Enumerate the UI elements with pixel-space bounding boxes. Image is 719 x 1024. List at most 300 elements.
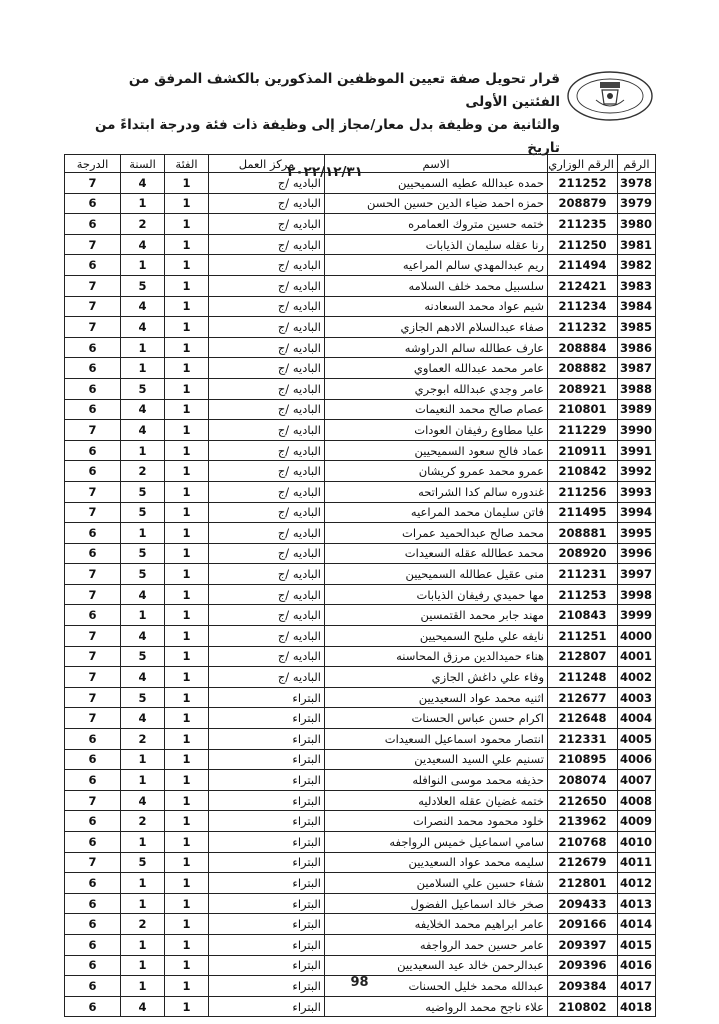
serial-number-cell: 4011 (618, 852, 656, 873)
work-center-cell: الباديه /ج (209, 296, 325, 317)
ministry-id-cell: 211256 (548, 481, 618, 502)
work-center-cell: الباديه /ج (209, 481, 325, 502)
category-cell: 1 (165, 708, 209, 729)
serial-number-cell: 4017 (618, 976, 656, 997)
table-row (65, 481, 656, 502)
employee-name-cell: اكرام حسن عباس الحسنات (325, 708, 548, 729)
serial-number-cell: 3993 (618, 481, 656, 502)
serial-number-cell: 3997 (618, 564, 656, 585)
serial-number-cell: 4005 (618, 729, 656, 750)
serial-number-cell: 4002 (618, 667, 656, 688)
grade-cell: 6 (65, 832, 121, 853)
work-center-cell: البتراء (209, 708, 325, 729)
ministry-id-cell: 209397 (548, 934, 618, 955)
table-row (65, 296, 656, 317)
table-row (65, 996, 656, 1017)
work-center-cell: البتراء (209, 749, 325, 770)
employee-name-cell: محمد صالح عبدالحميد عمرات (325, 523, 548, 544)
table-row (65, 461, 656, 482)
serial-number-cell: 4004 (618, 708, 656, 729)
table-row (65, 605, 656, 626)
employee-name-cell: ختمه حسين متروك العمامره (325, 214, 548, 235)
grade-cell: 6 (65, 214, 121, 235)
employee-name-cell: عامر وجدي عبدالله ابوجري (325, 378, 548, 399)
work-center-cell: الباديه /ج (209, 173, 325, 194)
year-cell: 4 (121, 708, 165, 729)
employees-table (64, 154, 656, 1017)
work-center-cell: الباديه /ج (209, 234, 325, 255)
serial-number-cell: 4006 (618, 749, 656, 770)
ministry-id-cell: 211495 (548, 502, 618, 523)
ministry-id-cell: 213962 (548, 811, 618, 832)
ministry-id-cell: 209166 (548, 914, 618, 935)
work-center-cell: الباديه /ج (209, 564, 325, 585)
work-center-cell: الباديه /ج (209, 502, 325, 523)
work-center-cell: الباديه /ج (209, 193, 325, 214)
grade-cell: 7 (65, 173, 121, 194)
work-center-cell: الباديه /ج (209, 461, 325, 482)
work-center-cell: البتراء (209, 893, 325, 914)
table-row (65, 523, 656, 544)
table-row (65, 337, 656, 358)
serial-number-cell: 4014 (618, 914, 656, 935)
ministry-id-cell: 210802 (548, 996, 618, 1017)
work-center-cell: الباديه /ج (209, 420, 325, 441)
category-cell: 1 (165, 317, 209, 338)
year-cell: 5 (121, 564, 165, 585)
serial-number-cell: 4013 (618, 893, 656, 914)
ministry-id-cell: 210895 (548, 749, 618, 770)
year-cell: 5 (121, 275, 165, 296)
table-row (65, 832, 656, 853)
serial-number-cell: 4008 (618, 790, 656, 811)
work-center-cell: الباديه /ج (209, 275, 325, 296)
year-cell: 4 (121, 420, 165, 441)
category-cell: 1 (165, 893, 209, 914)
grade-cell: 7 (65, 790, 121, 811)
employee-name-cell: عصام صالح محمد النعيمات (325, 399, 548, 420)
ministry-id-cell: 212801 (548, 873, 618, 894)
col-serial-header: الرقم (618, 155, 656, 173)
grade-cell: 6 (65, 358, 121, 379)
year-cell: 1 (121, 893, 165, 914)
grade-cell: 7 (65, 667, 121, 688)
grade-cell: 6 (65, 543, 121, 564)
grade-cell: 6 (65, 873, 121, 894)
employee-name-cell: حذيفه محمد موسى النوافله (325, 770, 548, 791)
year-cell: 2 (121, 811, 165, 832)
serial-number-cell: 3978 (618, 173, 656, 194)
employee-name-cell: اثنيه محمد عواد السعيديين (325, 687, 548, 708)
table-row (65, 255, 656, 276)
year-cell: 1 (121, 358, 165, 379)
year-cell: 4 (121, 173, 165, 194)
category-cell: 1 (165, 255, 209, 276)
serial-number-cell: 4018 (618, 996, 656, 1017)
serial-number-cell: 4001 (618, 646, 656, 667)
work-center-cell: البتراء (209, 770, 325, 791)
header-line-2: والثانية من وظيفة بدل معار/مجاز إلى وظيفة ذات فئة ودرجة ابتداءً من تاريخ (94, 117, 560, 156)
serial-number-cell: 3990 (618, 420, 656, 441)
col-year-header: السنة (121, 155, 165, 173)
grade-cell: 6 (65, 996, 121, 1017)
serial-number-cell: 3989 (618, 399, 656, 420)
employee-name-cell: عامر ابراهيم محمد الخلايفه (325, 914, 548, 935)
category-cell: 1 (165, 523, 209, 544)
work-center-cell: البتراء (209, 790, 325, 811)
year-cell: 1 (121, 337, 165, 358)
ministry-id-cell: 208921 (548, 378, 618, 399)
ministry-id-cell: 210843 (548, 605, 618, 626)
table-row (65, 749, 656, 770)
grade-cell: 6 (65, 605, 121, 626)
table-row (65, 687, 656, 708)
category-cell: 1 (165, 337, 209, 358)
year-cell: 1 (121, 976, 165, 997)
table-row (65, 399, 656, 420)
category-cell: 1 (165, 914, 209, 935)
category-cell: 1 (165, 687, 209, 708)
ministry-id-cell: 211234 (548, 296, 618, 317)
grade-cell: 7 (65, 502, 121, 523)
employee-name-cell: مها حميدي رفيفان الذيابات (325, 584, 548, 605)
header-line-1: قرار تحويل صفة تعيين الموظفين المذكورين بالكشف المرفق من الفئتين الأولى (128, 71, 560, 110)
serial-number-cell: 4000 (618, 626, 656, 647)
work-center-cell: البتراء (209, 934, 325, 955)
year-cell: 5 (121, 687, 165, 708)
ministry-id-cell: 211232 (548, 317, 618, 338)
serial-number-cell: 4009 (618, 811, 656, 832)
grade-cell: 6 (65, 914, 121, 935)
serial-number-cell: 3991 (618, 440, 656, 461)
category-cell: 1 (165, 729, 209, 750)
employee-name-cell: نايفه علي مليح السميحيين (325, 626, 548, 647)
serial-number-cell: 4003 (618, 687, 656, 708)
year-cell: 4 (121, 626, 165, 647)
grade-cell: 6 (65, 461, 121, 482)
employee-name-cell: حمده عبدالله عطيه السميحيين (325, 173, 548, 194)
ministry-id-cell: 208920 (548, 543, 618, 564)
employee-name-cell: هناء حميدالدين مرزق المحاسنه (325, 646, 548, 667)
ministry-id-cell: 208882 (548, 358, 618, 379)
category-cell: 1 (165, 543, 209, 564)
employee-name-cell: خلود محمود محمد النصرات (325, 811, 548, 832)
year-cell: 1 (121, 832, 165, 853)
year-cell: 1 (121, 770, 165, 791)
category-cell: 1 (165, 996, 209, 1017)
employee-name-cell: عماد فالح سعود السميحيين (325, 440, 548, 461)
work-center-cell: البتراء (209, 852, 325, 873)
table-row (65, 275, 656, 296)
table-row (65, 626, 656, 647)
table-row (65, 584, 656, 605)
category-cell: 1 (165, 605, 209, 626)
serial-number-cell: 3986 (618, 337, 656, 358)
ministry-id-cell: 211252 (548, 173, 618, 194)
grade-cell: 6 (65, 811, 121, 832)
serial-number-cell: 3983 (618, 275, 656, 296)
ministry-id-cell: 212679 (548, 852, 618, 873)
table-row (65, 378, 656, 399)
ministry-id-cell: 211231 (548, 564, 618, 585)
year-cell: 4 (121, 790, 165, 811)
employee-name-cell: عامر محمد عبدالله العماوي (325, 358, 548, 379)
ministry-id-cell: 210842 (548, 461, 618, 482)
ministry-id-cell: 208074 (548, 770, 618, 791)
category-cell: 1 (165, 378, 209, 399)
category-cell: 1 (165, 440, 209, 461)
year-cell: 5 (121, 852, 165, 873)
grade-cell: 6 (65, 255, 121, 276)
serial-number-cell: 3999 (618, 605, 656, 626)
grade-cell: 7 (65, 317, 121, 338)
table-row (65, 811, 656, 832)
table-row (65, 440, 656, 461)
category-cell: 1 (165, 214, 209, 235)
grade-cell: 7 (65, 275, 121, 296)
category-cell: 1 (165, 749, 209, 770)
serial-number-cell: 4012 (618, 873, 656, 894)
work-center-cell: الباديه /ج (209, 523, 325, 544)
year-cell: 2 (121, 214, 165, 235)
employee-name-cell: حمزه احمد ضياء الدين حسين الحسن (325, 193, 548, 214)
serial-number-cell: 3998 (618, 584, 656, 605)
grade-cell: 7 (65, 626, 121, 647)
employee-name-cell: عبدالله محمد خليل الحسنات (325, 976, 548, 997)
grade-cell: 6 (65, 337, 121, 358)
grade-cell: 6 (65, 399, 121, 420)
grade-cell: 6 (65, 955, 121, 976)
year-cell: 5 (121, 378, 165, 399)
category-cell: 1 (165, 234, 209, 255)
work-center-cell: الباديه /ج (209, 317, 325, 338)
ministry-id-cell: 211250 (548, 234, 618, 255)
work-center-cell: الباديه /ج (209, 667, 325, 688)
ministry-id-cell: 210911 (548, 440, 618, 461)
year-cell: 1 (121, 605, 165, 626)
work-center-cell: البتراء (209, 914, 325, 935)
col-category-header: الفئة (165, 155, 209, 173)
serial-number-cell: 3980 (618, 214, 656, 235)
grade-cell: 7 (65, 420, 121, 441)
employee-name-cell: انتصار محمود اسماعيل السعيدات (325, 729, 548, 750)
year-cell: 5 (121, 646, 165, 667)
ministry-id-cell: 211229 (548, 420, 618, 441)
employee-name-cell: وفاء علي داغش الجازي (325, 667, 548, 688)
ministry-id-cell: 208884 (548, 337, 618, 358)
header-date: ٢٠٢٢/١٢/٣١ (287, 164, 363, 180)
category-cell: 1 (165, 173, 209, 194)
work-center-cell: البتراء (209, 729, 325, 750)
ministry-id-cell: 212421 (548, 275, 618, 296)
ministry-id-cell: 208881 (548, 523, 618, 544)
table-row (65, 502, 656, 523)
work-center-cell: الباديه /ج (209, 626, 325, 647)
year-cell: 1 (121, 193, 165, 214)
work-center-cell: الباديه /ج (209, 543, 325, 564)
employee-name-cell: غندوره سالم كدا الشراتحه (325, 481, 548, 502)
category-cell: 1 (165, 934, 209, 955)
year-cell: 1 (121, 523, 165, 544)
grade-cell: 7 (65, 687, 121, 708)
grade-cell: 7 (65, 646, 121, 667)
ministry-id-cell: 210768 (548, 832, 618, 853)
table-row (65, 420, 656, 441)
grade-cell: 6 (65, 378, 121, 399)
year-cell: 5 (121, 481, 165, 502)
employee-name-cell: مهند جابر محمد القتمسين (325, 605, 548, 626)
ministry-id-cell: 210801 (548, 399, 618, 420)
ministry-emblem-icon (566, 70, 654, 122)
grade-cell: 6 (65, 523, 121, 544)
year-cell: 4 (121, 296, 165, 317)
employee-name-cell: عمرو محمد عمرو كريشان (325, 461, 548, 482)
work-center-cell: الباديه /ج (209, 605, 325, 626)
category-cell: 1 (165, 811, 209, 832)
ministry-id-cell: 211235 (548, 214, 618, 235)
table-row (65, 790, 656, 811)
serial-number-cell: 3984 (618, 296, 656, 317)
serial-number-cell: 3995 (618, 523, 656, 544)
category-cell: 1 (165, 564, 209, 585)
serial-number-cell: 3988 (618, 378, 656, 399)
category-cell: 1 (165, 646, 209, 667)
table-header-row (65, 155, 656, 173)
col-work-center-header: مركز العمل (209, 155, 325, 173)
employee-name-cell: تسنيم علي السيد السعيدين (325, 749, 548, 770)
employee-name-cell: عليا مطاوع رفيفان العودات (325, 420, 548, 441)
table-row (65, 708, 656, 729)
grade-cell: 7 (65, 708, 121, 729)
year-cell: 2 (121, 729, 165, 750)
ministry-id-cell: 209384 (548, 976, 618, 997)
grade-cell: 6 (65, 749, 121, 770)
ministry-id-cell: 208879 (548, 193, 618, 214)
grade-cell: 7 (65, 481, 121, 502)
table-row (65, 914, 656, 935)
work-center-cell: الباديه /ج (209, 337, 325, 358)
ministry-id-cell: 212650 (548, 790, 618, 811)
year-cell: 4 (121, 667, 165, 688)
col-ministry-id-header: الرقم الوزاري (548, 155, 618, 173)
work-center-cell: البتراء (209, 873, 325, 894)
col-name-header: الاسم (325, 155, 548, 173)
category-cell: 1 (165, 873, 209, 894)
ministry-id-cell: 211494 (548, 255, 618, 276)
table-row (65, 646, 656, 667)
table-row (65, 214, 656, 235)
table-row (65, 873, 656, 894)
year-cell: 4 (121, 234, 165, 255)
employee-name-cell: منى عقيل عطالله السميحيين (325, 564, 548, 585)
ministry-id-cell: 209396 (548, 955, 618, 976)
work-center-cell: البتراء (209, 811, 325, 832)
grade-cell: 6 (65, 934, 121, 955)
work-center-cell: البتراء (209, 955, 325, 976)
serial-number-cell: 4015 (618, 934, 656, 955)
category-cell: 1 (165, 481, 209, 502)
work-center-cell: الباديه /ج (209, 255, 325, 276)
ministry-id-cell: 212807 (548, 646, 618, 667)
employee-name-cell: فاتن سليمان محمد المراعيه (325, 502, 548, 523)
table-row (65, 173, 656, 194)
table-row (65, 543, 656, 564)
year-cell: 4 (121, 317, 165, 338)
work-center-cell: البتراء (209, 996, 325, 1017)
category-cell: 1 (165, 420, 209, 441)
grade-cell: 7 (65, 234, 121, 255)
ministry-id-cell: 211251 (548, 626, 618, 647)
year-cell: 5 (121, 543, 165, 564)
employee-name-cell: سامي اسماعيل خميس الرواجفه (325, 832, 548, 853)
employee-name-cell: سليمه محمد عواد السعيديين (325, 852, 548, 873)
work-center-cell: الباديه /ج (209, 399, 325, 420)
year-cell: 4 (121, 996, 165, 1017)
employee-name-cell: عبدالرحمن خالد عيد السعيديين (325, 955, 548, 976)
table-row (65, 358, 656, 379)
grade-cell: 7 (65, 852, 121, 873)
serial-number-cell: 4007 (618, 770, 656, 791)
employee-name-cell: عامر حسين حمد الرواجفه (325, 934, 548, 955)
work-center-cell: البتراء (209, 832, 325, 853)
employee-name-cell: ختمه غضيان عقله العلادليه (325, 790, 548, 811)
employee-name-cell: شفاء حسين علي السلامين (325, 873, 548, 894)
table-row (65, 852, 656, 873)
ministry-id-cell: 211253 (548, 584, 618, 605)
category-cell: 1 (165, 358, 209, 379)
serial-number-cell: 4010 (618, 832, 656, 853)
serial-number-cell: 3982 (618, 255, 656, 276)
ministry-id-cell: 211248 (548, 667, 618, 688)
table-body (65, 173, 656, 1017)
serial-number-cell: 3979 (618, 193, 656, 214)
work-center-cell: البتراء (209, 976, 325, 997)
category-cell: 1 (165, 584, 209, 605)
grade-cell: 6 (65, 893, 121, 914)
category-cell: 1 (165, 832, 209, 853)
year-cell: 2 (121, 914, 165, 935)
serial-number-cell: 4016 (618, 955, 656, 976)
grade-cell: 7 (65, 296, 121, 317)
year-cell: 4 (121, 399, 165, 420)
year-cell: 1 (121, 955, 165, 976)
category-cell: 1 (165, 275, 209, 296)
ministry-id-cell: 209433 (548, 893, 618, 914)
table-row (65, 729, 656, 750)
employee-name-cell: علاء ناجح محمد الرواضيه (325, 996, 548, 1017)
category-cell: 1 (165, 852, 209, 873)
serial-number-cell: 3981 (618, 234, 656, 255)
category-cell: 1 (165, 193, 209, 214)
table-row (65, 193, 656, 214)
category-cell: 1 (165, 399, 209, 420)
ministry-id-cell: 212648 (548, 708, 618, 729)
year-cell: 1 (121, 255, 165, 276)
work-center-cell: البتراء (209, 687, 325, 708)
category-cell: 1 (165, 955, 209, 976)
page-number: 98 (350, 975, 369, 990)
grade-cell: 6 (65, 193, 121, 214)
grade-cell: 6 (65, 440, 121, 461)
year-cell: 1 (121, 873, 165, 894)
table-row (65, 564, 656, 585)
serial-number-cell: 3992 (618, 461, 656, 482)
serial-number-cell: 3987 (618, 358, 656, 379)
category-cell: 1 (165, 667, 209, 688)
employee-name-cell: صخر خالد اسماعيل الفضول (325, 893, 548, 914)
year-cell: 1 (121, 749, 165, 770)
work-center-cell: الباديه /ج (209, 584, 325, 605)
